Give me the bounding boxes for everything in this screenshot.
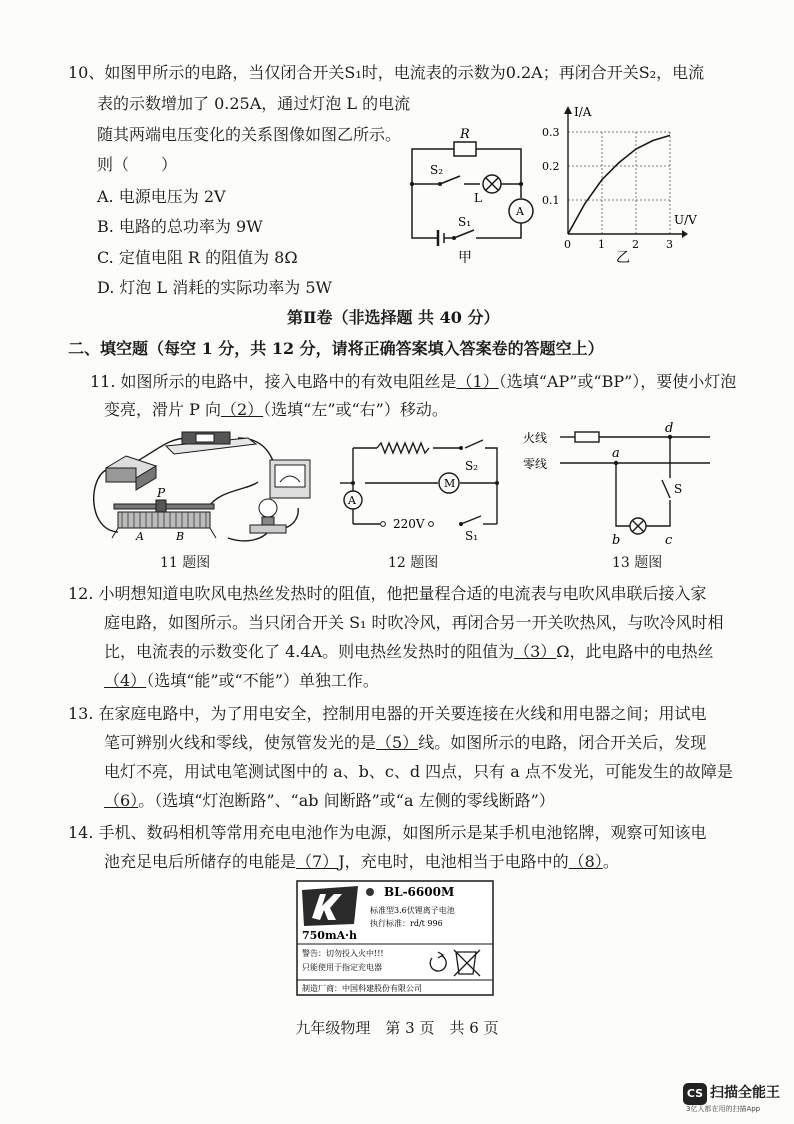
caption-yi: 乙 [616,250,630,266]
x-tick-label: 0 [564,238,571,251]
battery-box [106,456,156,490]
blank-6: （6） [104,791,139,810]
y-tick-label: 0.1 [542,194,560,207]
x-tick-label: 2 [632,238,639,251]
q11-line-2: 变亮，滑片 P 向（2）（选填“左”或“右”）移动。 [104,400,448,419]
y-axis-label: I/A [574,105,592,119]
q11-line-1: 11. 如图所示的电路中，接入电路中的有效电阻丝是（1）（选填“AP”或“BP”），要使小灯泡 [90,372,737,391]
rheostat [112,500,216,538]
q10-line-2: 表的示数增加了 0.25A，通过灯泡 L 的电流 [97,94,411,113]
figure-11-apparatus [78,420,328,550]
q12-line-2: 庭电路，如图所示。当只闭合开关 S₁ 时吹冷风，再闭合另一开关吹热风，与吹冷风时相 [104,613,724,632]
part2-title: 第Ⅱ卷（非选择题 共 40 分） [287,308,500,327]
label-a-11: A [136,530,144,543]
resistor-r [454,142,476,156]
battery-warning-1: 警告：切勿投入火中!!! [302,949,384,958]
battery-nameplate [296,880,494,996]
fuse [575,432,599,442]
q10-option-a: A. 电源电压为 2V [97,187,226,206]
x-tick-label: 3 [666,238,673,251]
blank-1: （1） [456,372,499,391]
ammeter-device [270,460,310,498]
q10-option-d: D. 灯泡 L 消耗的实际功率为 5W [97,278,332,297]
q10-option-b: B. 电路的总功率为 9W [97,217,263,236]
y-tick-label: 0.3 [542,126,560,139]
q12-line-4: （4）（选填“能”或“不能”）单独工作。 [104,671,379,690]
figure-jia-circuit [400,120,540,270]
blank-2: （2） [220,400,264,419]
figure-yi-chart [540,100,700,270]
label-c-13: c [665,533,673,548]
battery-capacity: 750mA·h [302,929,357,942]
label-p: P [157,486,166,500]
q13-line-4: （6）。（选填“灯泡断路”、“ab 间断路”或“a 左侧的零线断路”） [104,791,555,810]
caption-jia: 甲 [458,250,472,266]
battery-spec-2: 执行标准：rd/t 996 [370,919,443,928]
battery-maker: 制造厂商：中国科建股份有限公司 [302,984,422,993]
label-s-13: S [674,482,683,496]
caption-fig-12: 12 题图 [388,555,439,571]
label-d-13: d [665,421,674,436]
battery-model: BL-6600M [384,885,455,899]
label-ammeter: A [516,205,524,218]
x-tick-label: 1 [598,238,605,251]
figure-12-circuit [335,428,515,548]
page-footer: 九年级物理 第 3 页 共 6 页 [295,1019,499,1037]
battery-spec-1: 标准型3.6伏锂离子电池 [370,906,455,915]
q12-line-1: 12. 小明想知道电吹风电热丝发热时的阻值，他把量程合适的电流表与电吹风串联后接入家 [68,584,707,603]
figure-13-circuit [520,420,720,550]
camscanner-tagline: 3亿人都在用的扫描App [686,1105,761,1113]
label-b-11: B [176,530,185,543]
label-s2: S₂ [430,163,444,177]
q14-line-1: 14. 手机、数码相机等常用充电电池作为电源，如图所示是某手机电池铭牌，观察可知该电 [68,823,707,842]
label-a-12: A [348,494,356,507]
blank-5: （5） [376,733,419,752]
series-line [568,135,670,234]
label-m: M [444,477,456,490]
q13-line-1: 13. 在家庭电路中，为了用电安全，控制用电器的开关要连接在火线和用电器之间；用试电 [68,704,707,723]
label-l: L [474,191,482,205]
camscanner-name: 扫描全能王 [710,1085,780,1101]
blank-3: （3） [514,642,557,661]
caption-fig-13: 13 题图 [612,555,663,571]
label-a-13: a [612,446,620,461]
battery-warning-2: 只能使用于指定充电器 [302,963,382,972]
q13-line-3: 电灯不亮，用试电笔测试图中的 a、b、c、d 四点，只有 a 点不发光，可能发生的故障是 [104,762,733,781]
label-r: R [460,127,470,142]
label-s1: S₁ [458,215,472,229]
heating-coil [377,443,429,453]
q13-line-2: 笔可辨别火线和零线，使氖管发光的是（5）线。如图所示的电路，闭合开关后，发现 [104,733,707,752]
q10-line-4: 则（ ） [97,155,178,174]
blank-7: （7） [296,852,339,871]
label-zero-wire: 零线 [523,457,548,471]
label-220v: 220V [393,517,425,531]
label-fire-wire: 火线 [523,431,548,445]
q10-line-1: 10、如图甲所示的电路，当仅闭合开关S₁时，电流表的示数为0.2A；再闭合开关S₂，电流 [68,63,705,82]
caption-fig-11: 11 题图 [160,555,211,571]
camscanner-logo: CS [683,1083,707,1105]
bulb [250,499,286,533]
label-s2-12: S₂ [465,459,479,473]
q14-line-2: 池充足电后所储存的电能是（7）J，充电时，电池相当于电路中的（8）。 [104,852,619,871]
q10-line-3: 随其两端电压变化的关系图像如图乙所示。 [97,125,402,144]
blank-4: （4） [104,671,147,690]
label-b-13: b [612,533,621,548]
blank-8: （8） [568,852,603,871]
q12-line-3: 比，电流表的示数变化了 4.4A。则电热丝发热时的阻值为（3）Ω，此电路中的电热丝 [104,642,714,661]
q10-option-c: C. 定值电阻 R 的阻值为 8Ω [97,248,298,267]
y-tick-label: 0.2 [542,160,560,173]
label-s1-12: S₁ [465,529,479,543]
x-axis-label: U/V [674,213,697,227]
resistor-board [166,432,256,454]
section-title: 二、填空题（每空 1 分，共 12 分，请将正确答案填入答案卷的答题空上） [68,339,604,358]
